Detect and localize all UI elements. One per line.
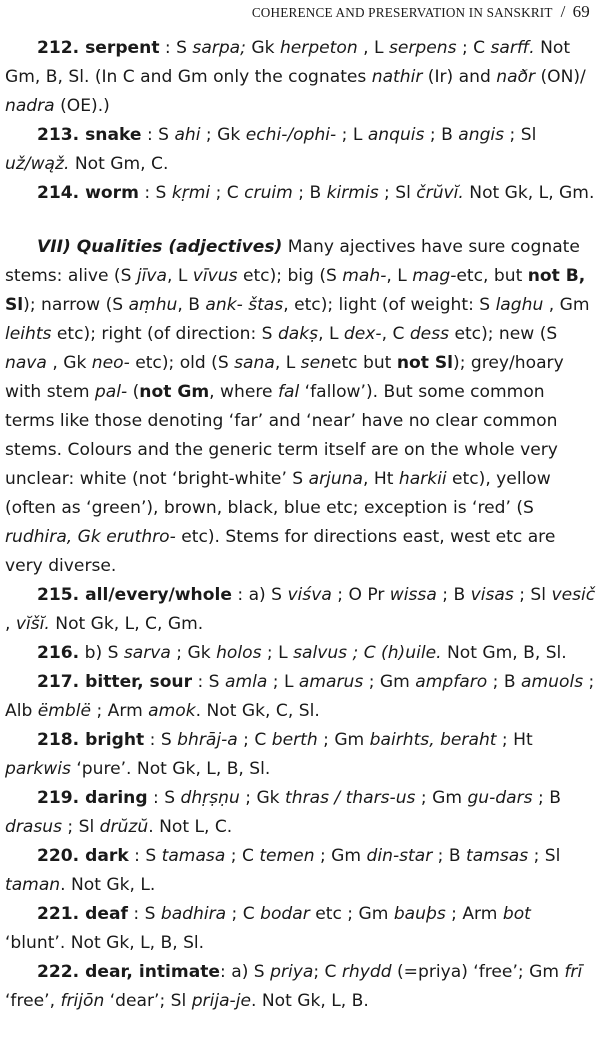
running-header xyxy=(10,2,590,26)
text-run: etc but xyxy=(330,353,397,373)
italic-term: dhṛṣṇu xyxy=(180,788,240,808)
italic-term: temen xyxy=(259,846,315,866)
entry-list-adjectives xyxy=(5,581,596,1016)
text-run: (=priya) ‘free’; Gm xyxy=(391,962,565,982)
text-run: ; L xyxy=(336,125,368,145)
text-run: b) S xyxy=(79,643,124,663)
dictionary-entry xyxy=(5,639,596,668)
italic-term: anquis xyxy=(367,125,425,145)
section-title: VII) Qualities (adjectives) xyxy=(37,237,283,257)
text-run: ; Gm xyxy=(317,730,370,750)
italic-term: rudhira, Gk eruthro- xyxy=(5,527,176,547)
entry-headword: 220. dark xyxy=(37,846,129,866)
section-paragraph xyxy=(5,233,596,581)
text-run: Not Gk, L, C, Gm. xyxy=(49,614,204,634)
running-title: COHERENCE AND PRESERVATION IN SANSKRIT xyxy=(251,5,553,20)
dictionary-entry xyxy=(5,668,596,726)
text-run: Not Gm, B, Sl. xyxy=(441,643,567,663)
italic-term: parkwis xyxy=(5,759,71,779)
italic-term: nathir xyxy=(371,67,423,87)
text-run: ; Sl xyxy=(378,183,417,203)
text-run: . Not L, C. xyxy=(148,817,233,837)
italic-term: frijōn xyxy=(60,991,105,1011)
text-run: : S xyxy=(141,125,175,145)
italic-term: gu-dars xyxy=(467,788,533,808)
dictionary-entry xyxy=(5,121,596,179)
italic-term: kṛmi xyxy=(171,183,211,203)
italic-term: harkii xyxy=(398,469,447,489)
italic-term: sana xyxy=(234,353,275,373)
italic-term: dakṣ xyxy=(277,324,319,344)
entry-headword: 218. bright xyxy=(37,730,145,750)
italic-term: bauþs xyxy=(393,904,446,924)
text-run: ; Gk xyxy=(170,643,217,663)
text-run: ; C xyxy=(456,38,491,58)
italic-term: din-star xyxy=(366,846,433,866)
text-run: ; C xyxy=(210,183,245,203)
section-body xyxy=(5,237,590,576)
text-run: : S xyxy=(128,846,162,866)
text-run: etc ; Gm xyxy=(309,904,394,924)
italic-term: arjuna xyxy=(308,469,363,489)
dictionary-entry xyxy=(5,581,596,639)
text-run: etc); new (S xyxy=(449,324,558,344)
italic-term: bodar xyxy=(260,904,310,924)
italic-term: aṃhu xyxy=(128,295,178,315)
italic-term: priya xyxy=(270,962,314,982)
entry-headword: 215. all/every/whole xyxy=(37,585,232,605)
text-run: , Gm xyxy=(543,295,590,315)
text-run: (ON)/ xyxy=(535,67,586,87)
text-run: : S xyxy=(127,904,161,924)
italic-term: mah- xyxy=(342,266,387,286)
italic-term: naðr xyxy=(496,67,536,87)
italic-term: bot xyxy=(502,904,531,924)
italic-term: dess xyxy=(409,324,450,344)
text-run: ; L xyxy=(261,643,294,663)
section-gap xyxy=(5,208,596,225)
italic-term: badhira xyxy=(160,904,227,924)
text-run: , Gk xyxy=(46,353,92,373)
text-run: ; Sl xyxy=(528,846,561,866)
text-run: ; Gm xyxy=(363,672,416,692)
entry-headword: 219. daring xyxy=(37,788,148,808)
italic-term: serpens xyxy=(388,38,457,58)
text-run: ; Sl xyxy=(504,125,537,145)
italic-term: thras / thars-us xyxy=(285,788,416,808)
italic-term: echi-/ophi- xyxy=(245,125,337,145)
entry-headword: 217. bitter, sour xyxy=(37,672,193,692)
text-run: , L xyxy=(166,266,193,286)
text-run: ; Gm xyxy=(314,846,367,866)
entry-headword: 222. dear, intimate xyxy=(37,962,221,982)
italic-term: drŭzŭ xyxy=(99,817,149,837)
page-number: 69 xyxy=(572,2,590,21)
text-run: ; Ht xyxy=(496,730,533,750)
dictionary-entry xyxy=(5,34,596,121)
text-run: ; B xyxy=(436,585,471,605)
italic-term: pal- xyxy=(94,382,128,402)
text-run: ; C xyxy=(226,904,261,924)
text-run: ; Sl xyxy=(513,585,552,605)
italic-term: črŭvĭ. xyxy=(416,183,464,203)
italic-term: frī xyxy=(564,962,583,982)
text-run: ‘dear’; Sl xyxy=(104,991,192,1011)
italic-term: tamasa xyxy=(161,846,226,866)
text-run: ; Sl xyxy=(62,817,100,837)
text-run: ‘fallow’). But some common terms like those denoting ‘far’ and ‘near’ have no clear common stems. Colours and the generic term itself are on the whole very unclear: white (not ‘bright-white’ S xyxy=(5,382,558,489)
text-run: ; C xyxy=(313,962,342,982)
header-separator: / xyxy=(560,2,566,21)
text-run: etc); right (of direction: S xyxy=(51,324,278,344)
text-run: ( xyxy=(127,382,140,402)
italic-term: cruim xyxy=(244,183,293,203)
text-run: ); grey/hoary with stem xyxy=(5,353,564,402)
text-run: , etc); light (of weight: S xyxy=(283,295,496,315)
italic-term: ëmblë xyxy=(37,701,92,721)
text-run: ‘pure’. Not Gk, L, B, Sl. xyxy=(70,759,271,779)
italic-term: vĭšĭ. xyxy=(15,614,50,634)
text-run: ); narrow (S xyxy=(23,295,129,315)
text-run: , xyxy=(5,614,16,634)
text-run: . Not Gk, L. xyxy=(60,875,156,895)
entry-headword: 212. serpent xyxy=(37,38,160,58)
text-run: , C xyxy=(381,324,410,344)
text-run: ; B xyxy=(292,183,327,203)
italic-term: mag- xyxy=(412,266,457,286)
italic-term: drasus xyxy=(5,817,62,837)
bold-text: not Gm xyxy=(139,382,210,402)
text-run: ; B xyxy=(432,846,467,866)
text-run: : S xyxy=(159,38,193,58)
italic-term: fal xyxy=(277,382,300,402)
italic-term: herpeton xyxy=(279,38,358,58)
text-run: etc). Stems for directions east, west etc are very diverse. xyxy=(5,527,556,576)
text-run: ; B xyxy=(487,672,522,692)
text-run: Gk xyxy=(245,38,280,58)
italic-term: vīvus xyxy=(192,266,238,286)
italic-term: amuols xyxy=(521,672,584,692)
text-run: : S xyxy=(147,788,181,808)
text-run: (OE).) xyxy=(54,96,110,116)
italic-term: amla xyxy=(224,672,268,692)
text-run: , L xyxy=(318,324,344,344)
italic-term: ahi xyxy=(174,125,201,145)
page-body xyxy=(5,34,596,1016)
text-run: etc), yellow (often as ‘green’), brown, black, blue etc; exception is ‘red’ (S xyxy=(5,469,551,518)
dictionary-entry xyxy=(5,958,596,1016)
text-run: , L xyxy=(357,38,389,58)
text-run: ; Gk xyxy=(200,125,246,145)
italic-term: berth xyxy=(271,730,318,750)
text-run: ; Arm xyxy=(445,904,503,924)
text-run: . Not Gk, L, B. xyxy=(251,991,369,1011)
dictionary-entry xyxy=(5,842,596,900)
text-run: : a) S xyxy=(220,962,271,982)
italic-term: leihts xyxy=(5,324,52,344)
text-run: ; Gm xyxy=(415,788,468,808)
italic-term: jīva xyxy=(136,266,167,286)
italic-term: wissa xyxy=(389,585,437,605)
italic-term: bhrāj-a xyxy=(177,730,238,750)
italic-term: visas xyxy=(470,585,514,605)
italic-term: nava xyxy=(5,353,47,373)
bold-text: not Sl xyxy=(396,353,454,373)
text-run: ; C xyxy=(237,730,272,750)
italic-term: laghu xyxy=(495,295,544,315)
italic-term: ank- štas xyxy=(205,295,284,315)
text-run: , where xyxy=(209,382,278,402)
italic-term: vesič xyxy=(551,585,596,605)
text-run: ; Gk xyxy=(239,788,286,808)
italic-term: sen xyxy=(300,353,331,373)
text-run: ; Arm xyxy=(91,701,149,721)
italic-term: taman xyxy=(5,875,61,895)
text-run: Not Gm, B, Sl. (In C and Gm only the cognates xyxy=(5,38,571,87)
text-run: , Ht xyxy=(363,469,399,489)
italic-term: tamsas xyxy=(466,846,529,866)
dictionary-entry xyxy=(5,179,596,208)
entry-headword: 221. deaf xyxy=(37,904,128,924)
text-run: ; Alb xyxy=(5,672,595,721)
italic-term: sarff. xyxy=(490,38,535,58)
text-run: , L xyxy=(274,353,301,373)
text-run: Many ajectives have sure cognate stems: alive (S xyxy=(5,237,580,286)
bold-text: not B, Sl xyxy=(5,266,586,315)
text-run: ; B xyxy=(532,788,561,808)
italic-term: ampfaro xyxy=(415,672,488,692)
italic-term: amok xyxy=(148,701,196,721)
italic-term: sarva xyxy=(123,643,171,663)
italic-term: viśva xyxy=(287,585,332,605)
text-run: . Not Gk, C, Sl. xyxy=(195,701,320,721)
text-run: : a) S xyxy=(231,585,288,605)
text-run: Not Gk, L, Gm. xyxy=(463,183,595,203)
text-run: ; O Pr xyxy=(331,585,390,605)
italic-term: dex- xyxy=(343,324,382,344)
italic-term: amarus xyxy=(298,672,364,692)
italic-term: neo- xyxy=(91,353,130,373)
text-run: etc, but xyxy=(456,266,528,286)
text-run: : S xyxy=(138,183,172,203)
text-run: ; C xyxy=(225,846,260,866)
italic-term: sarpa; xyxy=(192,38,246,58)
italic-term: nadra xyxy=(5,96,55,116)
italic-term: prija-je xyxy=(191,991,251,1011)
italic-term: salvus ; C (h)uile. xyxy=(293,643,442,663)
dictionary-entry xyxy=(5,900,596,958)
dictionary-entry xyxy=(5,726,596,784)
entry-headword: 213. snake xyxy=(37,125,142,145)
italic-term: už/wąž. xyxy=(5,154,70,174)
text-run: ‘blunt’. Not Gk, L, B, Sl. xyxy=(5,933,205,953)
text-run: ; B xyxy=(424,125,459,145)
text-run: etc); old (S xyxy=(129,353,235,373)
text-run: , L xyxy=(386,266,413,286)
dictionary-entry xyxy=(5,784,596,842)
text-run: Not Gm, C. xyxy=(69,154,169,174)
text-run: : S xyxy=(192,672,225,692)
italic-term: bairhts, beraht xyxy=(369,730,497,750)
text-run: , B xyxy=(177,295,206,315)
entry-list-animals xyxy=(5,34,596,208)
italic-term: rhydd xyxy=(341,962,392,982)
italic-term: holos xyxy=(216,643,262,663)
italic-term: kirmis xyxy=(326,183,379,203)
entry-headword: 214. worm xyxy=(37,183,139,203)
entry-headword: 216. xyxy=(37,643,80,663)
italic-term: angis xyxy=(458,125,505,145)
text-run: (Ir) and xyxy=(422,67,497,87)
text-run: etc); big (S xyxy=(237,266,343,286)
text-run: : S xyxy=(144,730,178,750)
text-run: ; L xyxy=(267,672,299,692)
text-run: ‘free’, xyxy=(5,991,61,1011)
